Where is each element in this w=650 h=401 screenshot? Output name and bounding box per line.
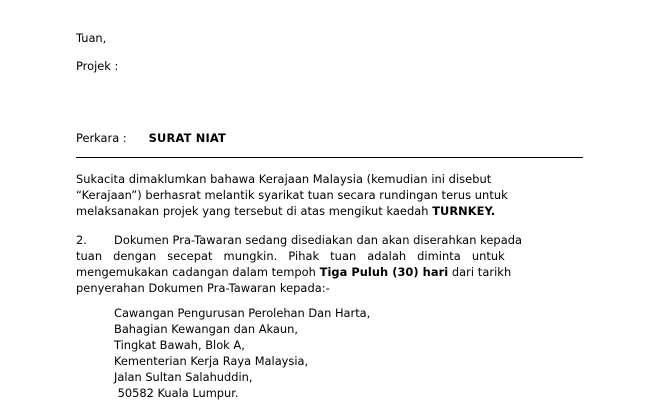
subject-line [76, 130, 226, 146]
paragraph-2-line-4: penyerahan Dokumen Pra-Tawaran kepada:- [76, 281, 330, 295]
paragraph-2-line-1 [76, 232, 522, 248]
paragraph-2-line-3-text: mengemukakan cadangan dalam tempoh [76, 265, 320, 279]
address-line: Kementerian Kerja Raya Malaysia, [114, 354, 309, 368]
subject-divider [76, 157, 583, 158]
deadline-emphasis: Tiga Puluh (30) hari [319, 265, 449, 279]
subject-label: Perkara : [76, 131, 127, 145]
address-line: 50582 Kuala Lumpur. [114, 386, 239, 400]
address-line: Cawangan Pengurusan Perolehan Dan Harta, [114, 306, 371, 320]
address-line: Jalan Sultan Salahuddin, [114, 370, 253, 384]
paragraph-2-line-3 [76, 264, 511, 280]
paragraph-number: 2. [76, 233, 87, 247]
paragraph-1-line-3 [76, 203, 495, 219]
turnkey-emphasis: TURNKEY. [432, 204, 496, 218]
paragraph-2-line-3-tail: dari tarikh [448, 265, 512, 279]
paragraph-1-line-3-text: melaksanakan projek yang tersebut di atas mengikut kaedah [76, 204, 433, 218]
project-label: Projek : [76, 59, 119, 73]
subject-title: SURAT NIAT [148, 131, 227, 145]
paragraph-1-line-2: “Kerajaan”) berhasrat melantik syarikat tuan secara rundingan terus untuk [76, 188, 508, 202]
salutation: Tuan, [76, 31, 107, 45]
address-line: Bahagian Kewangan dan Akaun, [114, 322, 298, 336]
address-line: Tingkat Bawah, Blok A, [114, 338, 245, 352]
paragraph-2-line-1-text: Dokumen Pra-Tawaran sedang disediakan dan akan diserahkan kepada [114, 233, 523, 247]
paragraph-1-line-1: Sukacita dimaklumkan bahawa Kerajaan Malaysia (kemudian ini disebut [76, 172, 492, 186]
paragraph-2-line-2: tuan dengan secepat mungkin. Pihak tuan adalah diminta untuk [76, 249, 505, 263]
